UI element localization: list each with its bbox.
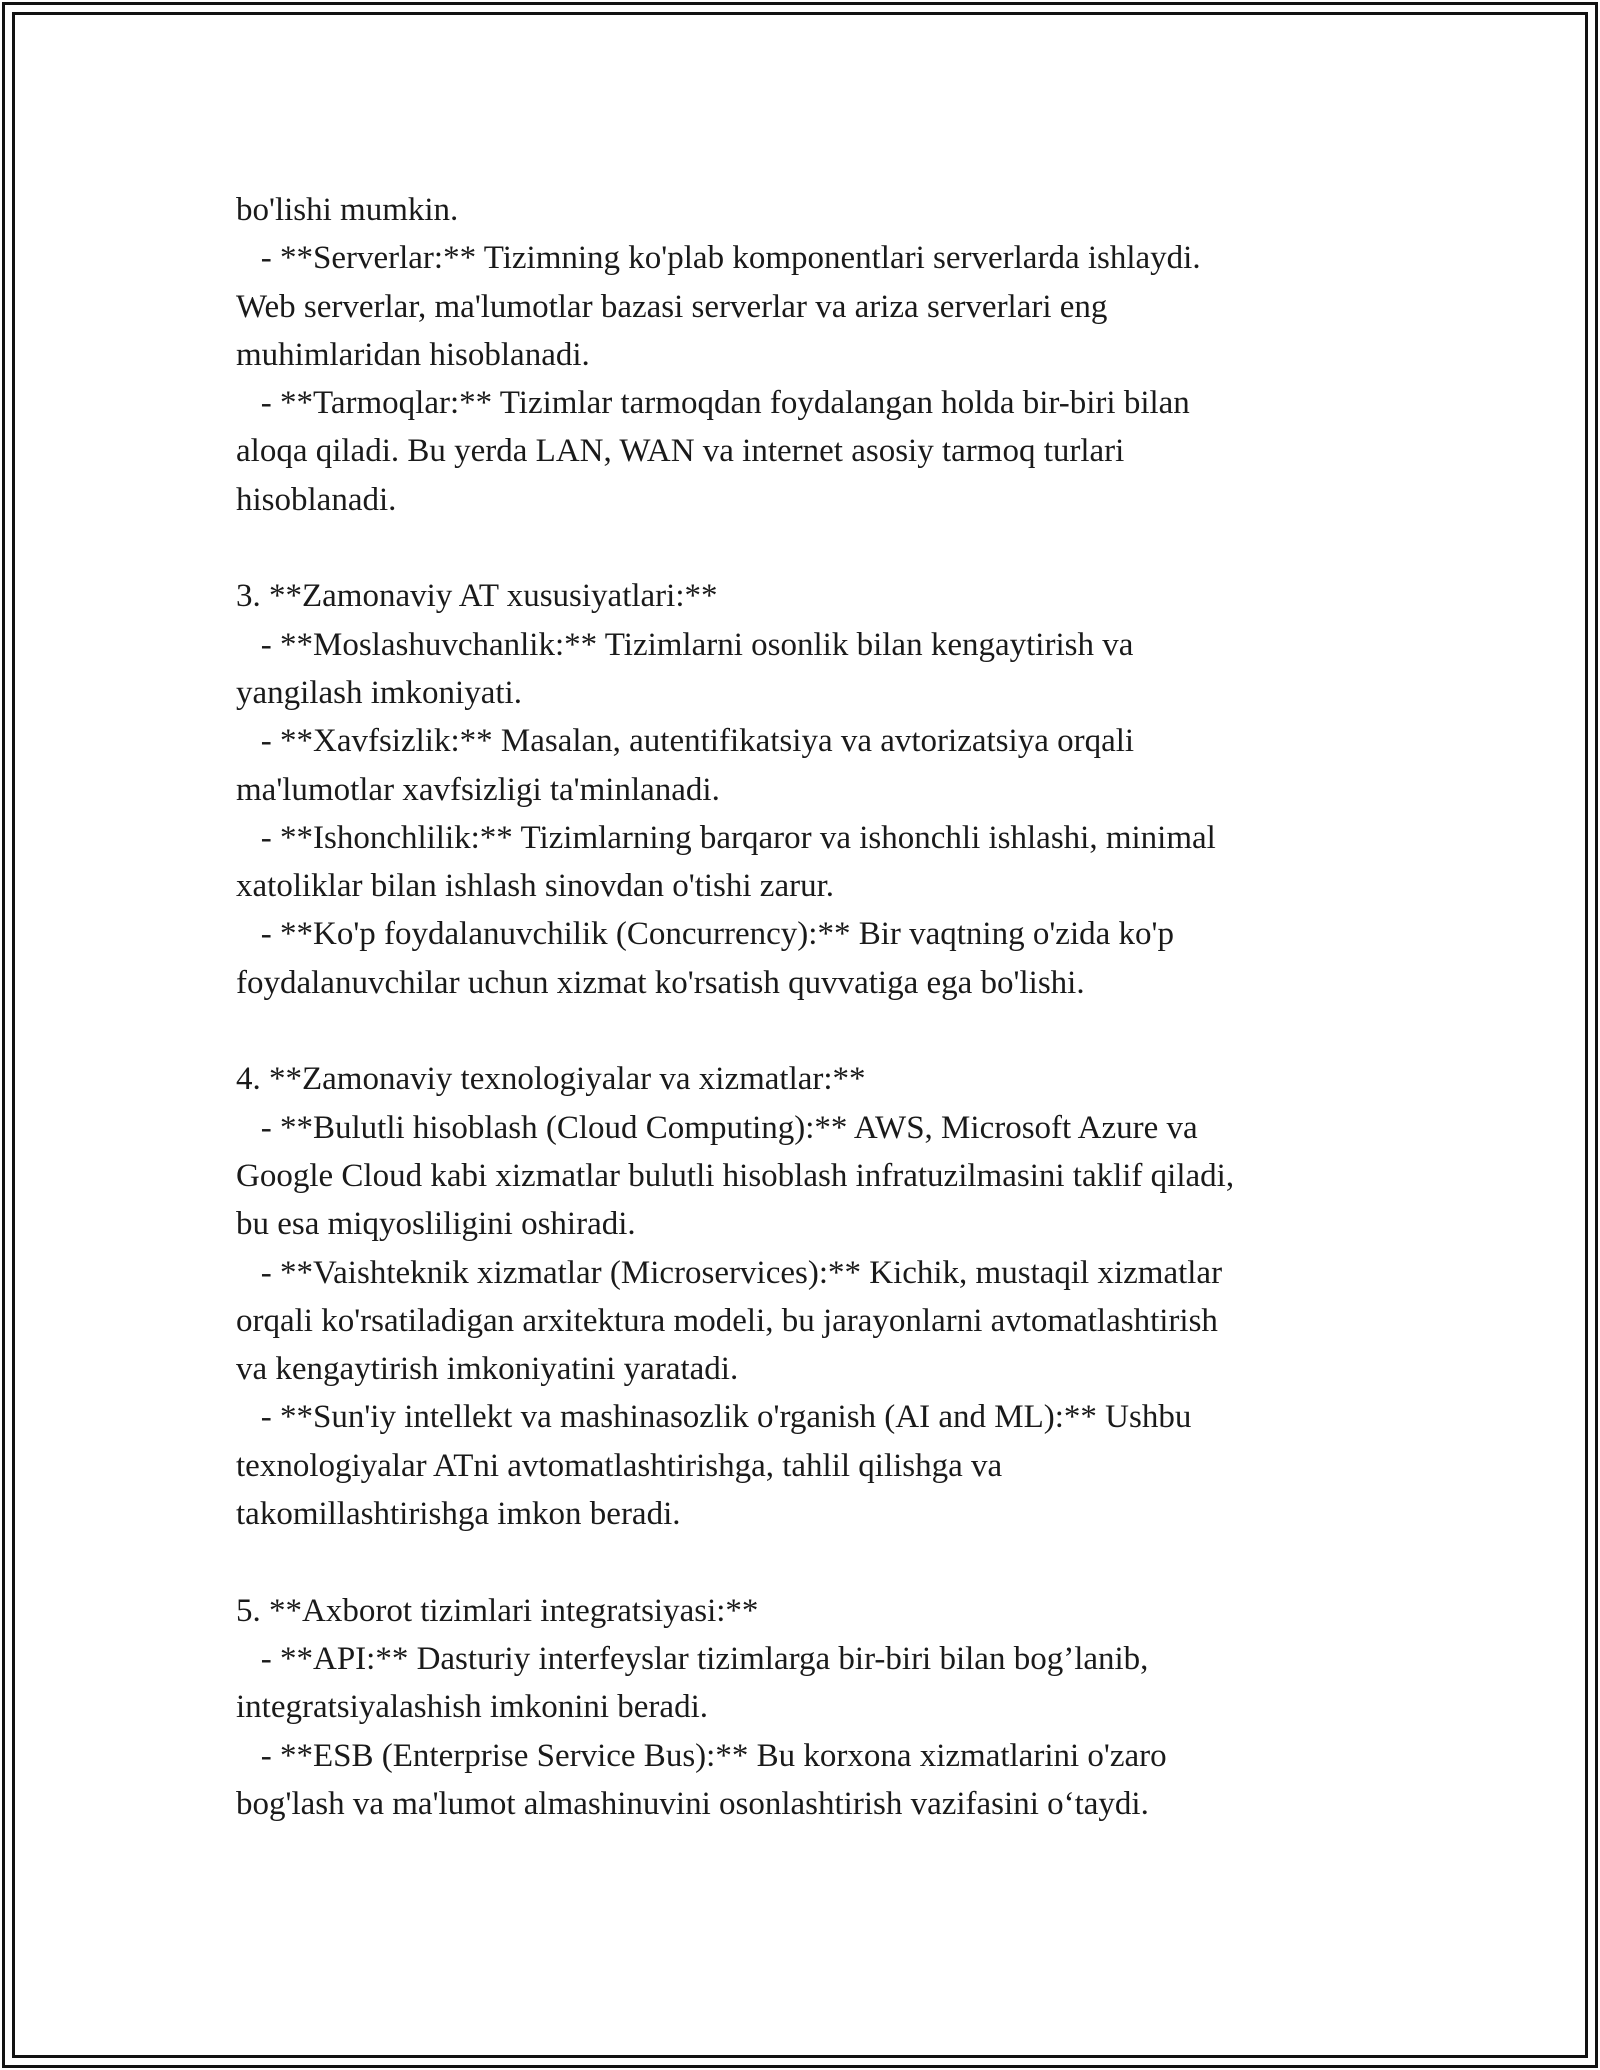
list-item-moslashuvchanlik: - **Moslashuvchanlik:** Tizimlarni osonlik bilan kengaytirish va (236, 626, 1134, 663)
list-item-microservices: - **Vaishteknik xizmatlar (Microservices):** Kichik, mustaqil xizmatlar (236, 1254, 1223, 1291)
text-line: takomillashtirishga imkon beradi. (236, 1496, 681, 1533)
list-item-concurrency: - **Ko'p foydalanuvchilik (Concurrency):** Bir vaqtning o'zida ko'p (236, 916, 1174, 953)
text-line: xatoliklar bilan ishlash sinovdan o'tishi zarur. (236, 868, 835, 905)
text-line: foydalanuvchilar uchun xizmat ko'rsatish quvvatiga ega bo'lishi. (236, 964, 1085, 1001)
text-line: ma'lumotlar xavfsizligi ta'minlanadi. (236, 771, 720, 808)
text-line: yangilash imkoniyati. (236, 674, 522, 711)
section-heading-3: 3. **Zamonaviy AT xususiyatlari:** (236, 578, 718, 615)
list-item-ishonchlilik: - **Ishonchlilik:** Tizimlarning barqaror va ishonchli ishlashi, minimal (236, 819, 1216, 856)
text-line: Google Cloud kabi xizmatlar bulutli hisoblash infratuzilmasini taklif qiladi, (236, 1157, 1235, 1194)
blank-line (236, 524, 1366, 572)
text-line: muhimlaridan hisoblanadi. (236, 336, 590, 373)
document-body (236, 186, 1366, 1828)
text-line: integratsiyalashish imkonini beradi. (236, 1689, 708, 1726)
text-line: va kengaytirish imkoniyatini yaratadi. (236, 1351, 739, 1388)
blank-line (236, 1007, 1366, 1055)
list-item-esb: - **ESB (Enterprise Service Bus):** Bu korxona xizmatlarini o'zaro (236, 1737, 1167, 1774)
list-item-serverlar: - **Serverlar:** Tizimning ko'plab komponentlari serverlarda ishlaydi. (236, 240, 1201, 277)
list-item-tarmoqlar: - **Tarmoqlar:** Tizimlar tarmoqdan foydalangan holda bir-biri bilan (236, 385, 1190, 422)
blank-line (236, 1538, 1366, 1586)
text-line: bo'lishi mumkin. (236, 192, 459, 228)
text-line: hisoblanadi. (236, 481, 397, 518)
text-line: bog'lash va ma'lumot almashinuvini osonlashtirish vazifasini o‘taydi. (236, 1785, 1149, 1822)
text-line: texnologiyalar ATni avtomatlashtirishga, tahlil qilishga va (236, 1447, 1003, 1484)
text-line: orqali ko'rsatiladigan arxitektura modeli, bu jarayonlarni avtomatlashtirish (236, 1302, 1218, 1339)
list-item-ai-ml: - **Sun'iy intellekt va mashinasozlik o'rganish (AI and ML):** Ushbu (236, 1399, 1192, 1436)
list-item-xavfsizlik: - **Xavfsizlik:** Masalan, autentifikatsiya va avtorizatsiya orqali (236, 723, 1135, 760)
list-item-cloud-computing: - **Bulutli hisoblash (Cloud Computing):** AWS, Microsoft Azure va (236, 1109, 1198, 1146)
section-heading-4: 4. **Zamonaviy texnologiyalar va xizmatlar:** (236, 1061, 866, 1098)
section-heading-5: 5. **Axborot tizimlari integratsiyasi:** (236, 1592, 759, 1629)
text-line: Web serverlar, ma'lumotlar bazasi serverlar va ariza serverlari eng (236, 288, 1108, 325)
text-line: bu esa miqyosliligini oshiradi. (236, 1206, 636, 1243)
list-item-api: - **API:** Dasturiy interfeyslar tizimlarga bir-biri bilan bog’lanib, (236, 1640, 1149, 1677)
text-line: aloqa qiladi. Bu yerda LAN, WAN va internet asosiy tarmoq turlari (236, 433, 1125, 470)
